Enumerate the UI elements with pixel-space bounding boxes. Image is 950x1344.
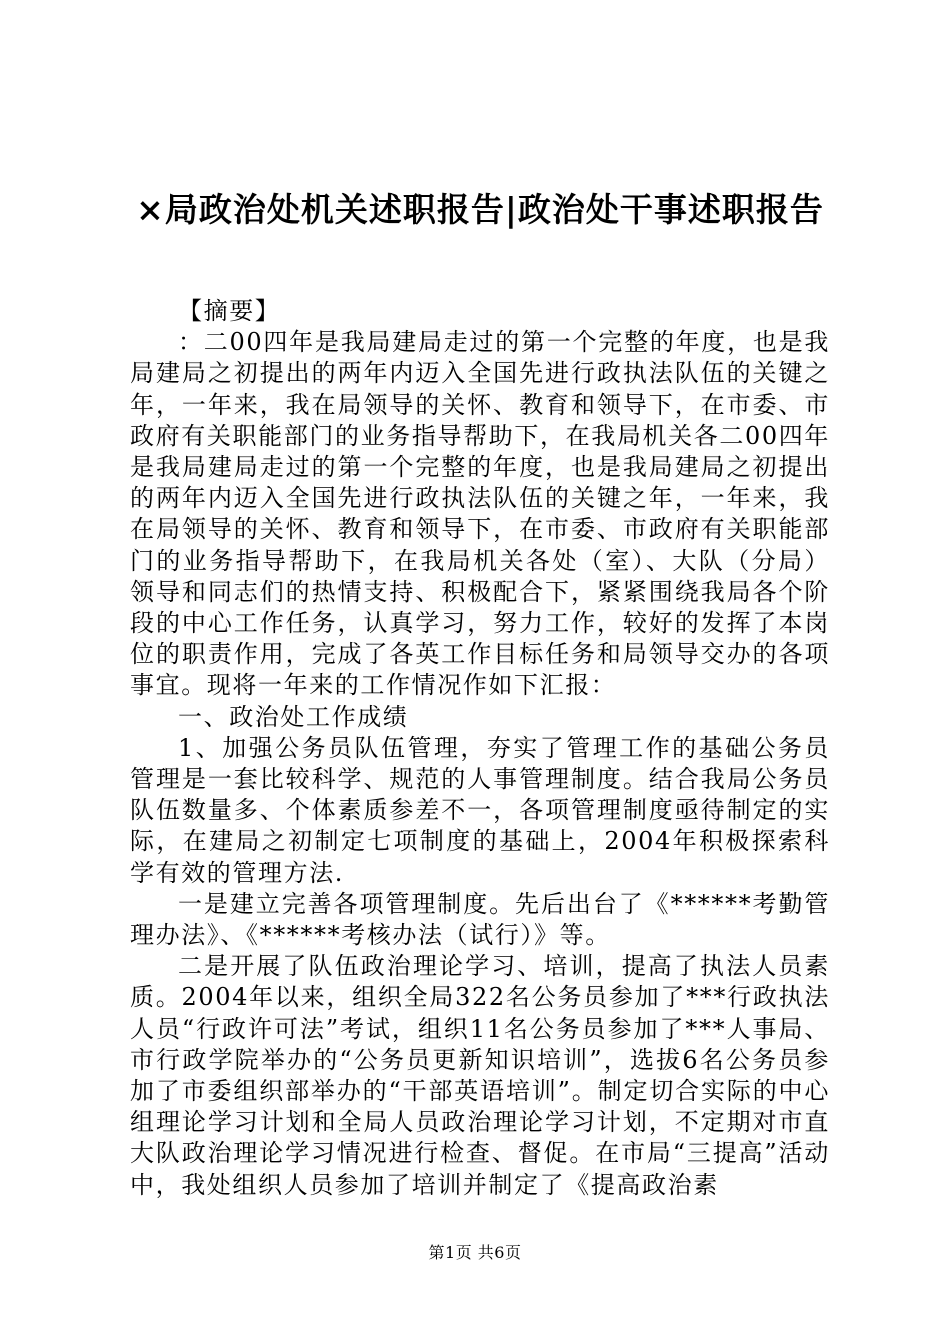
paragraph-management-systems: 一是建立完善各项管理制度。先后出台了《******考勤管理办法》、《******考核办法（试行）》等。 <box>130 889 830 950</box>
page-footer: 第1页 共6页 <box>428 1243 522 1262</box>
paragraph-staff-management: 1、加强公务员队伍管理，夯实了管理工作的基础公务员管理是一套比较科学、规范的人事管理制度。结合我局公务员队伍数量多、个体素质参差不一，各项管理制度亟待制定的实际，在建局之初制定七项制度的基础上，2004年积极探索科学有效的管理方法. <box>130 733 830 887</box>
paragraph-training: 二是开展了队伍政治理论学习、培训，提高了执法人员素质。2004年以来，组织全局322名公务员参加了***行政执法人员“行政许可法”考试，组织11名公务员参加了***人事局、市行政学院举办的“公务员更新知识培训”，选拔6名公务员参加了市委组织部举办的“干部英语培训”。制定切合实际的中心组理论学习计划和全局人员政治理论学习计划，不定期对市直大队政治理论学习情况进行检查、督促。在市局“三提高”活动中，我处组织人员参加了培训并制定了《提高政治素 <box>130 952 830 1199</box>
abstract-label: 【摘要】 <box>178 297 281 325</box>
paragraph-intro: ：二00四年是我局建局走过的第一个完整的年度，也是我局建局之初提出的两年内迈入全国先进行政执法队伍的关键之年，一年来，我在局领导的关怀、教育和领导下，在市委、市政府有关职能部门的业务指导帮助下，在我局机关各二00四年是我局建局走过的第一个完整的年度，也是我局建局之初提出的两年内迈入全国先进行政执法队伍的关键之年，一年来，我在局领导的关怀、教育和领导下，在市委、市政府有关职能部门的业务指导帮助下，在我局机关各处（室）、大队（分局）领导和同志们的热情支持、积极配合下，紧紧围绕我局各个阶段的中心工作任务，认真学习，努力工作，较好的发挥了本岗位的职责作用，完成了各英工作目标任务和局领导交办的各项事宜。现将一年来的工作情况作如下汇报： <box>130 328 830 700</box>
document-body <box>130 296 830 1201</box>
document-title: ×局政治处机关述职报告|政治处干事述职报告 <box>136 190 824 229</box>
section-heading-achievements: 一、政治处工作成绩 <box>178 702 409 731</box>
